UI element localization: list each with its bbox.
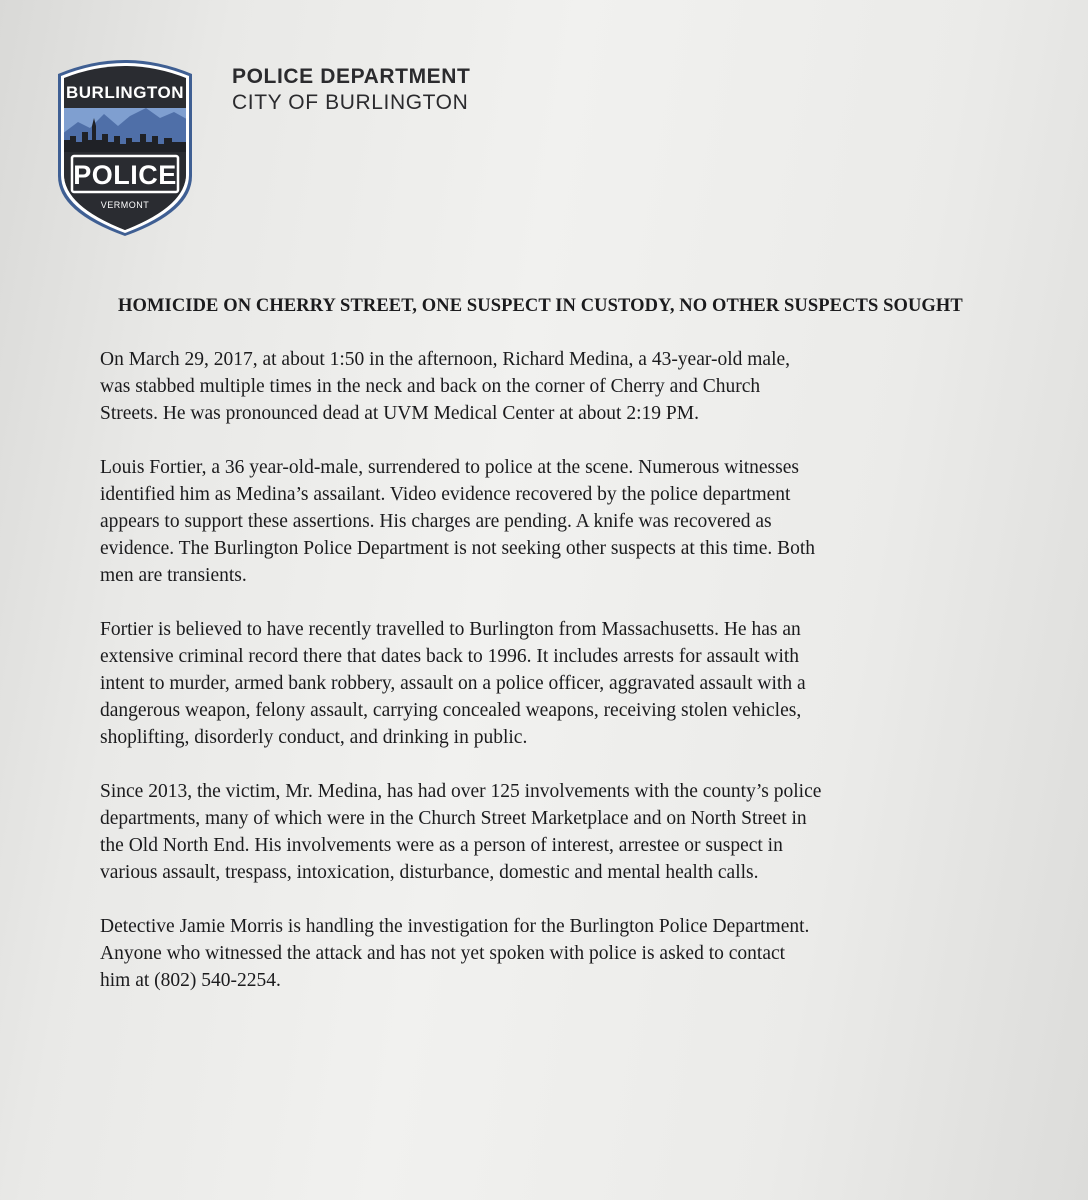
text-line: Fortier is believed to have recently travelled to Burlington from Massachusetts. He has an — [100, 619, 801, 640]
text-line: Anyone who witnessed the attack and has not yet spoken with police is asked to contact — [100, 943, 786, 964]
text-line: Detective Jamie Morris is handling the investigation for the Burlington Police Department. — [100, 916, 810, 937]
text-line: identified him as Medina’s assailant. Video evidence recovered by the police department — [100, 484, 791, 505]
badge-main-text: POLICE — [73, 160, 177, 190]
press-release-headline: HOMICIDE ON CHERRY STREET, ONE SUSPECT IN CUSTODY, NO OTHER SUSPECTS SOUGHT — [118, 296, 963, 316]
burlington-police-badge-logo — [52, 56, 198, 236]
text-line: him at (802) 540-2254. — [100, 970, 281, 991]
city-name: CITY OF BURLINGTON — [232, 91, 469, 114]
badge-top-text: BURLINGTON — [65, 83, 185, 102]
text-line: shoplifting, disorderly conduct, and drinking in public. — [100, 727, 528, 748]
text-line: Streets. He was pronounced dead at UVM Medical Center at about 2:19 PM. — [100, 403, 699, 424]
paragraph-contact — [100, 913, 1000, 994]
department-name: POLICE DEPARTMENT — [232, 65, 471, 88]
text-line: appears to support these assertions. His charges are pending. A knife was recovered as — [100, 511, 772, 532]
text-line: Since 2013, the victim, Mr. Medina, has had over 125 involvements with the county’s police — [100, 781, 822, 802]
paragraph-criminal-record — [100, 616, 1000, 751]
text-line: men are transients. — [100, 565, 247, 586]
text-line: evidence. The Burlington Police Department is not seeking other suspects at this time. Both — [100, 538, 816, 559]
text-line: Louis Fortier, a 36 year-old-male, surrendered to police at the scene. Numerous witnesses — [100, 457, 799, 478]
text-line: various assault, trespass, intoxication, disturbance, domestic and mental health calls. — [100, 862, 759, 883]
text-line: departments, many of which were in the Church Street Marketplace and on North Street in — [100, 808, 807, 829]
text-line: On March 29, 2017, at about 1:50 in the afternoon, Richard Medina, a 43-year-old male, — [100, 349, 791, 370]
text-line: intent to murder, armed bank robbery, assault on a police officer, aggravated assault with a — [100, 673, 806, 694]
badge-bottom-text: VERMONT — [100, 200, 150, 210]
text-line: was stabbed multiple times in the neck and back on the corner of Cherry and Church — [100, 376, 761, 397]
paragraph-incident — [100, 346, 1000, 427]
text-line: the Old North End. His involvements were as a person of interest, arrestee or suspect in — [100, 835, 783, 856]
paragraph-victim-history — [100, 778, 1000, 886]
text-line: dangerous weapon, felony assault, carrying concealed weapons, receiving stolen vehicles, — [100, 700, 802, 721]
text-line: extensive criminal record there that dates back to 1996. It includes arrests for assault with — [100, 646, 800, 667]
department-header — [232, 64, 470, 116]
press-release-body — [100, 346, 1000, 1021]
paragraph-suspect — [100, 454, 1000, 589]
